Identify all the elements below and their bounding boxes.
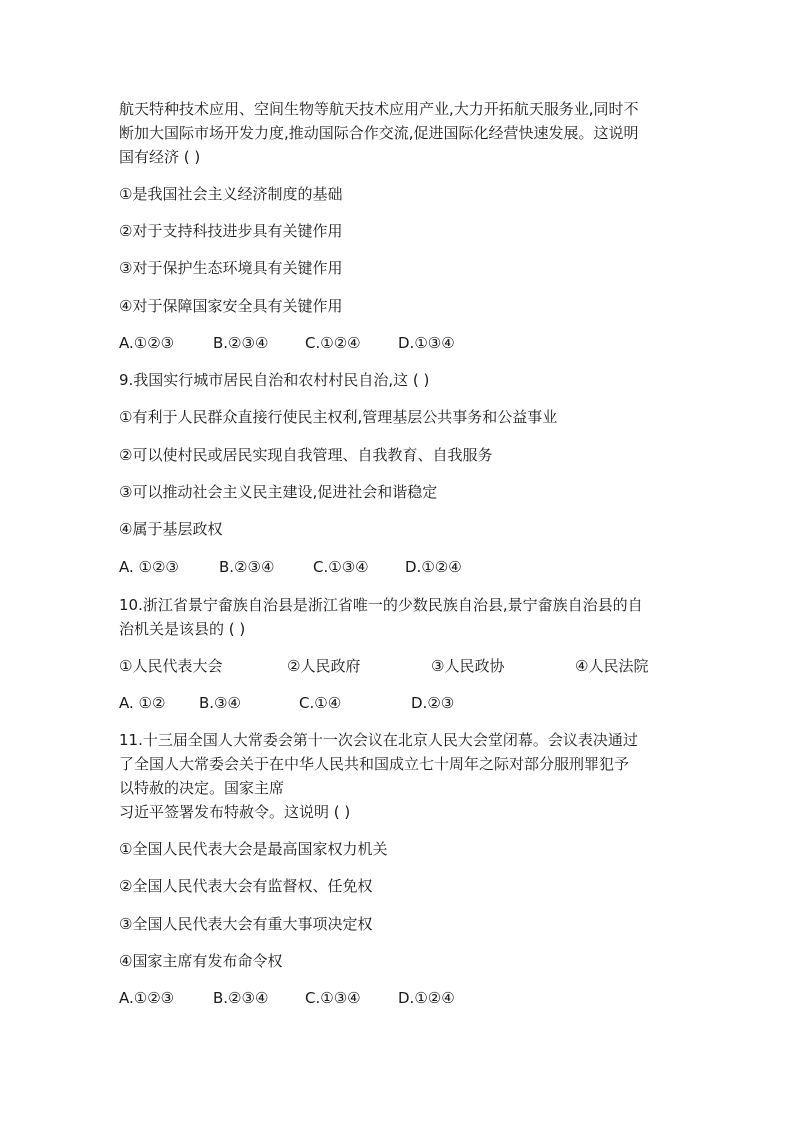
q11-choice-a: A.①②③ xyxy=(119,989,175,1007)
q10-title-line-2: 治机关是该县的 ( ) xyxy=(119,620,246,638)
q9-option-3: ③可以推动社会主义民主建设,促进社会和谐稳定 xyxy=(119,483,438,501)
q8-option-3: ③对于保护生态环境具有关键作用 xyxy=(119,259,343,277)
q10-option-1: ①人民代表大会 xyxy=(119,657,223,675)
q8-option-1: ①是我国社会主义经济制度的基础 xyxy=(119,185,343,203)
q9-title: 9.我国实行城市居民自治和农村村民自治,这 ( ) xyxy=(119,371,430,389)
q10-option-2: ②人民政府 xyxy=(287,657,361,675)
q11-option-3: ③全国人民代表大会有重大事项决定权 xyxy=(119,915,373,933)
q11-option-2: ②全国人民代表大会有监督权、任免权 xyxy=(119,877,373,895)
q8-choice-a: A.①②③ xyxy=(119,334,175,352)
q10-title-line-1: 10.浙江省景宁畲族自治县是浙江省唯一的少数民族自治县,景宁畲族自治县的自 xyxy=(119,596,643,614)
q10-option-4: ④人民法院 xyxy=(575,657,649,675)
q10-choice-d: D.②③ xyxy=(411,694,455,712)
q11-choice-b: B.②③④ xyxy=(213,989,269,1007)
q11-option-4: ④国家主席有发布命令权 xyxy=(119,952,283,970)
q11-option-1: ①全国人民代表大会是最高国家权力机关 xyxy=(119,840,388,858)
q11-title-line-1: 11.十三届全国人大常委会第十一次会议在北京人民大会堂闭幕。会议表决通过 xyxy=(119,731,638,749)
q9-option-4: ④属于基层政权 xyxy=(119,520,223,538)
q10-choice-a: A. ①② xyxy=(119,694,166,712)
intro-line-2: 断加大国际市场开发力度,推动国际合作交流,促进国际化经营快速发展。这说明 xyxy=(119,124,639,142)
q9-option-2: ②可以使村民或居民实现自我管理、自我教育、自我服务 xyxy=(119,446,493,464)
q11-title-line-2: 了全国人大常委会关于在中华人民共和国成立七十周年之际对部分服刑罪犯予 xyxy=(119,755,630,773)
q10-choice-c: C.①④ xyxy=(299,694,342,712)
q9-choice-a: A. ①②③ xyxy=(119,558,179,576)
q10-choice-b: B.③④ xyxy=(199,694,241,712)
q8-option-2: ②对于支持科技进步具有关键作用 xyxy=(119,222,343,240)
q9-choice-d: D.①②④ xyxy=(405,558,462,576)
q8-choice-b: B.②③④ xyxy=(213,334,269,352)
q11-choice-d: D.①②④ xyxy=(398,989,455,1007)
q9-choice-b: B.②③④ xyxy=(219,558,275,576)
q8-option-4: ④对于保障国家安全具有关键作用 xyxy=(119,297,343,315)
intro-line-1: 航天特种技术应用、空间生物等航天技术应用产业,大力开拓航天服务业,同时不 xyxy=(119,100,639,118)
q9-option-1: ①有利于人民群众直接行使民主权利,管理基层公共事务和公益事业 xyxy=(119,408,558,426)
intro-line-3: 国有经济 ( ) xyxy=(119,148,201,166)
q10-option-3: ③人民政协 xyxy=(431,657,505,675)
q9-choice-c: C.①③④ xyxy=(313,558,369,576)
q8-choice-d: D.①③④ xyxy=(398,334,455,352)
q11-title-line-3: 以特赦的决定。国家主席 xyxy=(119,779,285,797)
q11-choice-c: C.①③④ xyxy=(305,989,361,1007)
q11-title-line-4: 习近平签署发布特赦令。这说明 ( ) xyxy=(119,803,351,821)
q8-choice-c: C.①②④ xyxy=(305,334,361,352)
